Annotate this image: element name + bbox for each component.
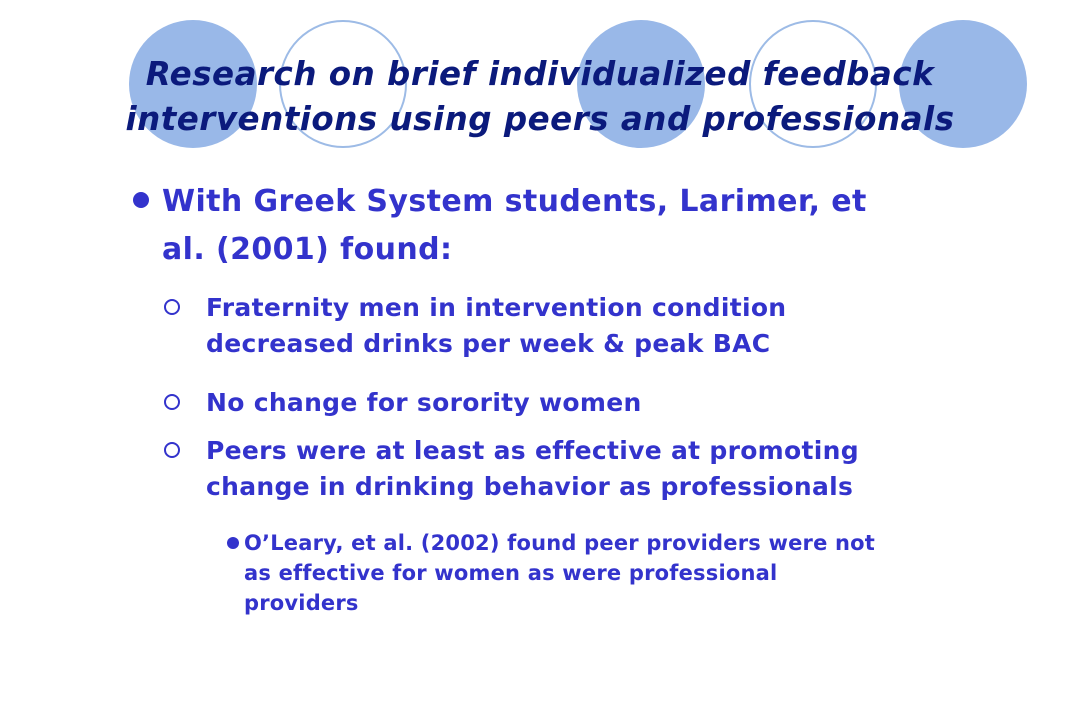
main-bullet-line: With Greek System students, Larimer, et [162, 184, 867, 219]
sub-bullet-line: Peers were at least as effective at promoting [206, 436, 859, 465]
slide-title-line: Research on brief individualized feedback [145, 55, 935, 93]
sub-sub-bullet-line: as effective for women as were professional [244, 561, 778, 585]
main-bullet [162, 178, 1042, 274]
sub-bullet [206, 433, 1026, 505]
sub-bullet-line: Fraternity men in intervention condition [206, 293, 787, 322]
hollow-bullet-icon [164, 394, 180, 410]
sub-sub-bullet [244, 528, 1024, 618]
slide-title [30, 52, 1050, 142]
hollow-bullet-icon [164, 299, 180, 315]
small-bullet-dot-icon [227, 537, 239, 549]
sub-sub-bullet-line: O’Leary, et al. (2002) found peer providers were not [244, 531, 876, 555]
bullet-dot-icon [133, 192, 149, 208]
main-bullet-line: al. (2001) found: [162, 232, 453, 267]
sub-bullet-line: No change for sorority women [206, 388, 642, 417]
sub-bullet-line: change in drinking behavior as professionals [206, 472, 854, 501]
slide-title-line: interventions using peers and professionals [125, 100, 955, 138]
sub-bullet [206, 385, 1026, 421]
sub-bullet [206, 290, 1026, 362]
sub-bullet-line: decreased drinks per week & peak BAC [206, 329, 771, 358]
hollow-bullet-icon [164, 442, 180, 458]
sub-sub-bullet-line: providers [244, 591, 359, 615]
